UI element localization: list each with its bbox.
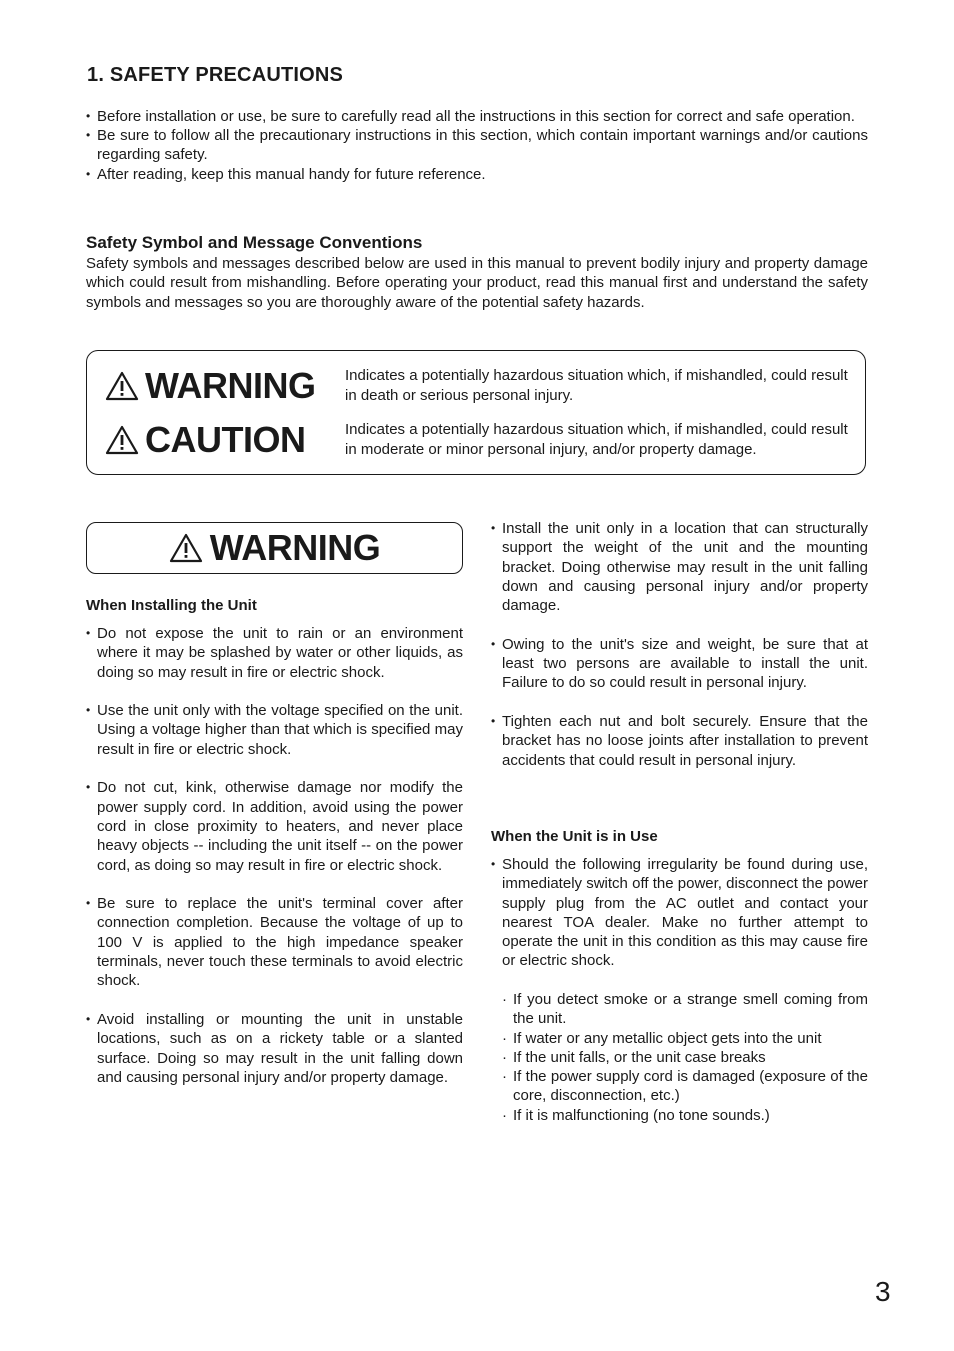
sub-list-item: · If water or any metallic object gets into the unit bbox=[502, 1029, 868, 1048]
warning-triangle-icon bbox=[105, 424, 139, 456]
warning-banner-title: WARNING bbox=[209, 527, 381, 568]
installing-heading: When Installing the Unit bbox=[86, 597, 257, 614]
list-item: • Install the unit only in a location that can structurally support the weight of the unit and the mounting bracket. Doing otherwise may result in the unit falling down and causing personal injury and/or property damage. bbox=[491, 519, 868, 615]
warning-triangle-icon bbox=[169, 532, 203, 564]
irregularity-list bbox=[502, 990, 868, 1125]
in-use-heading: When the Unit is in Use bbox=[491, 828, 658, 845]
conventions-heading: Safety Symbol and Message Conventions bbox=[86, 233, 423, 252]
signal-word: WARNING bbox=[145, 365, 316, 406]
intro-bullet: • Be sure to follow all the precautionary instructions in this section, which contain important warnings and/or cautions regarding safety. bbox=[86, 126, 868, 164]
list-item: • Tighten each nut and bolt securely. Ensure that the bracket has no loose joints after installation to prevent accidents that could result in personal injury. bbox=[491, 712, 868, 770]
section-heading: 1. SAFETY PRECAUTIONS bbox=[87, 64, 344, 86]
list-item: • Do not cut, kink, otherwise damage nor modify the power supply cord. In addition, avoid using the power cord in close proximity to heaters, and never place heavy objects -- including the unit itself -- on the power cord, as doing so may result in fire or electric shock. bbox=[86, 778, 463, 874]
signal-description: Indicates a potentially hazardous situation which, if mishandled, could result in moderate or minor personal injury, and/or property damage. bbox=[345, 421, 848, 458]
sub-list-item: · If you detect smoke or a strange smell coming from the unit. bbox=[502, 990, 868, 1029]
list-item: • Use the unit only with the voltage specified on the unit. Using a voltage higher than that which is specified may result in fire or electric shock. bbox=[86, 701, 463, 759]
signal-warning bbox=[105, 365, 316, 407]
in-use-list bbox=[491, 855, 868, 990]
list-item: • Be sure to replace the unit's terminal cover after connection completion. Because the voltage of up to 100 V is applied to the high impedance speaker terminals, never touch these terminals to avoid electric shock. bbox=[86, 894, 463, 990]
warning-banner bbox=[86, 522, 463, 574]
sub-list-item: · If it is malfunctioning (no tone sounds.) bbox=[502, 1106, 868, 1125]
signal-caution bbox=[105, 419, 306, 461]
signal-word-box bbox=[86, 350, 866, 475]
sub-list-item: · If the power supply cord is damaged (exposure of the core, disconnection, etc.) bbox=[502, 1067, 868, 1106]
signal-word: CAUTION bbox=[145, 419, 306, 460]
list-item: • Owing to the unit's size and weight, be sure that at least two persons are available to install the unit. Failure to do so could result in personal injury. bbox=[491, 635, 868, 693]
intro-bullet: • Before installation or use, be sure to carefully read all the instructions in this section for correct and safe operation. bbox=[86, 107, 868, 126]
signal-description: Indicates a potentially hazardous situation which, if mishandled, could result in death or serious personal injury. bbox=[345, 367, 848, 404]
installing-list-left bbox=[86, 624, 463, 1106]
list-item: • Do not expose the unit to rain or an environment where it may be splashed by water or other liquids, as doing so may result in fire or electric shock. bbox=[86, 624, 463, 682]
list-item: • Avoid installing or mounting the unit in unstable locations, such as on a rickety table or a slanted surface. Doing so may result in the unit falling down and causing personal injury and/or property damage. bbox=[86, 1010, 463, 1087]
sub-list-item: · If the unit falls, or the unit case breaks bbox=[502, 1048, 868, 1067]
installing-list-right bbox=[491, 519, 868, 789]
conventions-text: Safety symbols and messages described below are used in this manual to prevent bodily injury and property damage which could result from mishandling. Before operating your product, read this manual first and understand the safety symbols and messages so you are thoroughly aware of the potential safety hazards. bbox=[86, 255, 868, 311]
list-item: • Should the following irregularity be found during use, immediately switch off the power, disconnect the power supply plug from the AC outlet and contact your nearest TOA dealer. Make no further attempt to operate the unit in this condition as this may cause fire or electric shock. bbox=[491, 855, 868, 971]
intro-list bbox=[86, 107, 868, 184]
page-number: 3 bbox=[875, 1276, 891, 1307]
intro-bullet: • After reading, keep this manual handy for future reference. bbox=[86, 165, 868, 184]
warning-triangle-icon bbox=[105, 370, 139, 402]
